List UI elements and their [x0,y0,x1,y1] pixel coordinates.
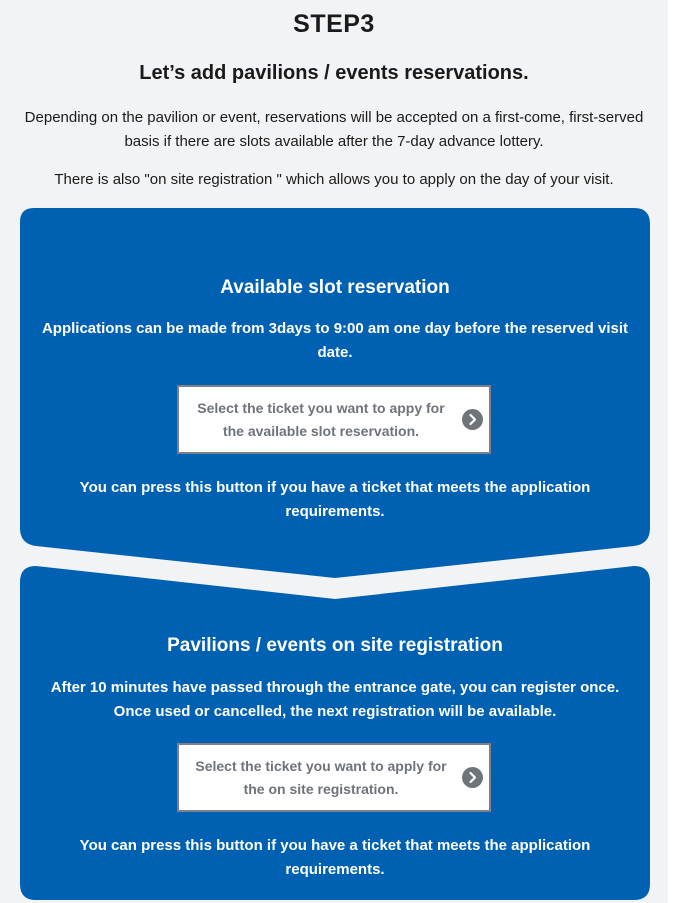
onsite-intro-paragraph: There is also "on site registration " which allows you to apply on the day of your visit. [54,171,614,188]
description-line: After 10 minutes have passed through the entrance gate, you can register once. [50,679,620,696]
button-label-line: Select the ticket you want to apply for [195,758,447,774]
button-label [185,755,457,801]
note-line: You can press this button if you have a ticket that meets the application [79,479,591,496]
step-subtitle: Let’s add pavilions / events reservations. [139,62,529,84]
panel-title: Pavilions / events on site registration [167,635,503,656]
note-line: requirements. [285,861,385,878]
intro-line: basis if there are slots available after the 7-day advance lottery. [124,133,544,150]
chevron-right-icon [462,409,483,430]
button-label [185,397,457,443]
button-label-line: the on site registration. [243,781,399,797]
onsite-registration-panel [20,635,650,657]
description-line: Once used or cancelled, the next registration will be available. [113,703,557,720]
onsite-registration-description [20,676,650,724]
select-ticket-slot-reservation-button[interactable] [177,385,491,454]
note-line: You can press this button if you have a ticket that meets the application [79,837,591,854]
slot-reservation-panel [20,277,650,299]
slot-reservation-note [20,476,650,524]
intro-line: Depending on the pavilion or event, reservations will be accepted on a first-come, first-served [24,109,644,126]
panel-title: Available slot reservation [220,277,450,298]
description-line: Applications can be made from 3days to 9:00 am one day before the reserved visit [41,320,629,337]
onsite-registration-note [20,834,650,882]
button-label-line: the available slot reservation. [222,423,420,439]
button-label-line: Select the ticket you want to appy for [197,400,445,416]
chevron-right-icon [462,767,483,788]
description-line: date. [317,344,353,361]
select-ticket-onsite-registration-button[interactable] [177,743,491,812]
step-title: STEP3 [293,10,375,38]
note-line: requirements. [285,503,385,520]
slot-reservation-description [20,317,650,365]
